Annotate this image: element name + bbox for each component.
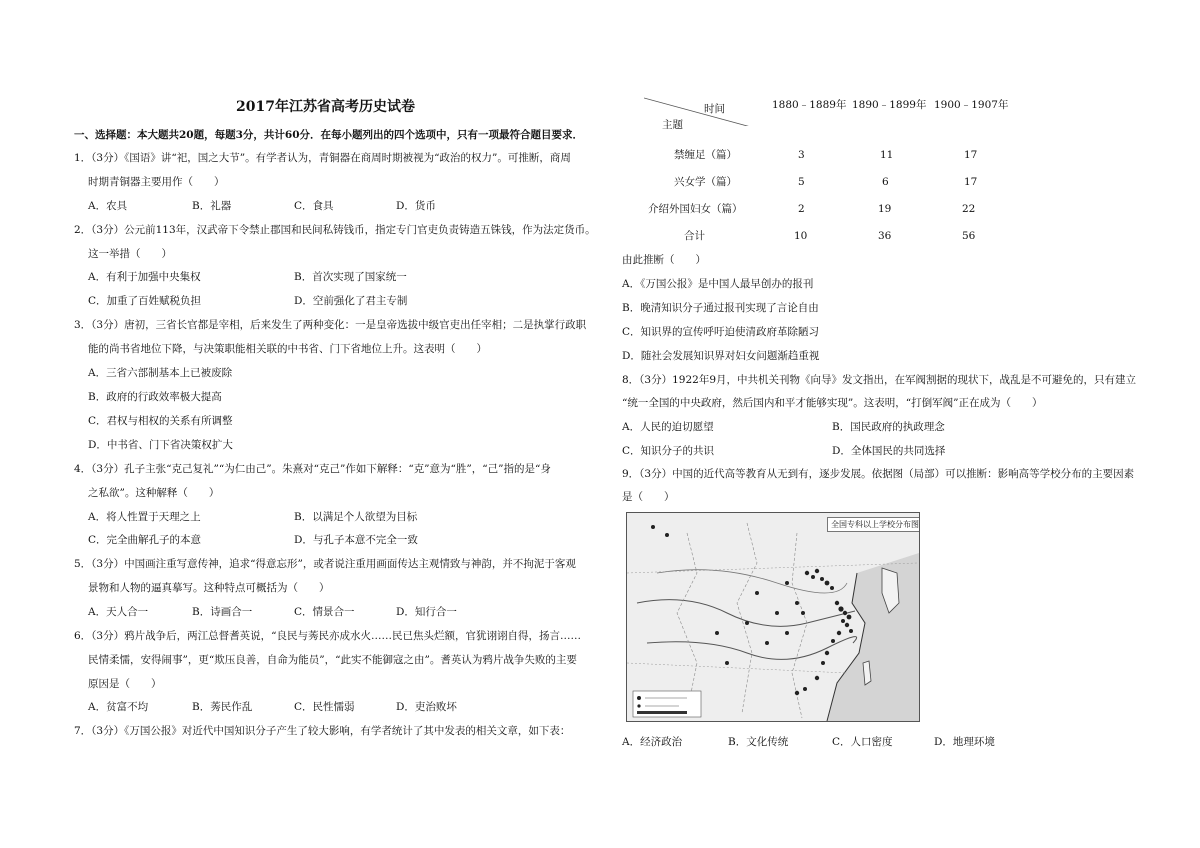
- map-title: 全国专科以上学校分布图: [827, 517, 920, 532]
- q7-option-c: C．知识界的宣传呼吁迫使清政府革除陋习: [622, 326, 820, 338]
- table-cell: 6: [882, 176, 889, 188]
- question-1-stem: 1．（3分）《国语》讲“祀，国之大节”。有学者认为，青铜器在商周时期被视为“政治的权力”。可推断，商周: [74, 152, 571, 164]
- table-cell: 22: [962, 203, 976, 215]
- q2-option-a: A．有利于加强中央集权: [88, 271, 201, 283]
- q2-option-c: C．加重了百姓赋税负担: [88, 295, 202, 307]
- q2-option-b: B．首次实现了国家统一: [294, 271, 407, 283]
- table-cell: 3: [798, 149, 805, 161]
- table-cell: 10: [794, 230, 808, 242]
- q1-option-c: C．食具: [294, 200, 334, 212]
- question-6-stem-cont2: 原因是（ ）: [88, 678, 162, 690]
- q6-option-c: C．民性懦弱: [294, 701, 355, 713]
- question-8-stem: 8．（3分）1922年9月，中共机关刊物《向导》发文指出，在军阀割据的现状下，战乱是不可避免的，只有建立: [622, 374, 1137, 386]
- q8-option-d: D．全体国民的共同选择: [832, 445, 946, 457]
- q3-option-b: B．政府的行政效率极大提高: [88, 391, 222, 403]
- q9-option-c: C．人口密度: [832, 736, 893, 748]
- q5-option-d: D．知行合一: [396, 606, 457, 618]
- question-7-stem: 7．（3分）《万国公报》对近代中国知识分子产生了较大影响，有学者统计了其中发表的相关文章，如下表：: [74, 725, 571, 737]
- q5-option-c: C．情景合一: [294, 606, 355, 618]
- table-row-label: 介绍外国妇女（篇）: [648, 203, 743, 215]
- question-5-stem: 5．（3分）中国画注重写意传神，追求“得意忘形”，或者说注重用画面传达主观情致与神韵，并不拘泥于客观: [74, 558, 576, 570]
- q3-option-d: D．中书省、门下省决策权扩大: [88, 439, 233, 451]
- question-7-stem-cont: 由此推断（ ）: [622, 254, 706, 266]
- q1-option-a: A．农具: [88, 200, 128, 212]
- question-4-stem: 4．（3分）孔子主张“克己复礼”“为仁由己”。朱熹对“克己”作如下解释：“克”意为“胜”，“己”指的是“身: [74, 463, 551, 475]
- table-header-time: 时间: [704, 103, 725, 115]
- q9-option-b: B．文化传统: [728, 736, 789, 748]
- section-heading: 一、选择题：本大题共20题，每题3分，共计60分．在每小题列出的四个选项中，只有一项最符合题目要求．: [74, 129, 584, 141]
- q4-option-c: C．完全曲解孔子的本意: [88, 534, 202, 546]
- table-cell: 5: [798, 176, 805, 188]
- q5-option-b: B．诗画合一: [192, 606, 253, 618]
- q7-option-d: D．随社会发展知识界对妇女问题渐趋重视: [622, 350, 820, 362]
- q7-option-b: B．晚清知识分子通过报刊实现了言论自由: [622, 302, 819, 314]
- q4-option-a: A．将人性置于天理之上: [88, 511, 201, 523]
- q3-option-c: C．君权与相权的关系有所调整: [88, 415, 233, 427]
- table-col-1880: 1880﹣1889年: [772, 99, 847, 111]
- table-cell: 36: [878, 230, 892, 242]
- q1-option-b: B．礼器: [192, 200, 232, 212]
- q4-option-b: B．以满足个人欲望为目标: [294, 511, 418, 523]
- question-4-stem-cont: 之私欲”。这种解释（ ）: [88, 487, 220, 499]
- table-cell: 17: [964, 149, 978, 161]
- school-distribution-map: [626, 512, 920, 722]
- question-1-stem-cont: 时期青铜器主要用作（ ）: [88, 176, 225, 188]
- q9-option-d: D．地理环境: [934, 736, 995, 748]
- question-2-stem-cont: 这一举措（ ）: [88, 248, 172, 260]
- q2-option-d: D．空前强化了君主专制: [294, 295, 408, 307]
- q1-option-d: D．货币: [396, 200, 436, 212]
- q7-statistics-table: [622, 92, 1022, 252]
- q8-option-a: A．人民的迫切愿望: [622, 421, 714, 433]
- table-cell: 17: [964, 176, 978, 188]
- q6-option-a: A．贫富不均: [88, 701, 149, 713]
- question-9-stem: 9．（3分）中国的近代高等教育从无到有，逐步发展。依据图（局部）可以推断：影响高等学校分布的主要因素: [622, 468, 1135, 480]
- question-2-stem: 2．（3分）公元前113年，汉武帝下令禁止郡国和民间私铸钱币，指定专门官吏负责铸造五铢钱，作为法定货币。: [74, 224, 596, 236]
- table-header-topic: 主题: [662, 119, 683, 131]
- table-row-label: 兴女学（篇）: [674, 176, 737, 188]
- question-9-stem-cont: 是（ ）: [622, 491, 675, 503]
- question-5-stem-cont: 景物和人物的逼真摹写。这种特点可概括为（ ）: [88, 582, 330, 594]
- q5-option-a: A．天人合一: [88, 606, 149, 618]
- table-col-1890: 1890﹣1899年: [852, 99, 927, 111]
- table-row-label: 禁缠足（篇）: [674, 149, 737, 161]
- china-map-graphic: [627, 513, 919, 721]
- table-row-label: 合计: [684, 230, 705, 242]
- page-title: 2017年江苏省高考历史试卷: [236, 99, 415, 115]
- question-6-stem-cont: 民情柔懦，安得闹事”，更“欺压良善，自命为能员”，“此实不能御寇之由”。耆英认为鸦片战争失败的主要: [88, 654, 577, 666]
- q3-option-a: A．三省六部制基本上已被废除: [88, 367, 233, 379]
- question-8-stem-cont: “统一全国的中央政府，然后国内和平才能够实现”。这表明，“打倒军阀”正在成为（ ）: [622, 397, 1043, 409]
- question-3-stem: 3．（3分）唐初，三省长官都是宰相，后来发生了两种变化：一是皇帝选拔中级官吏出任宰相；二是执掌行政职: [74, 319, 587, 331]
- table-cell: 11: [880, 149, 894, 161]
- q6-option-d: D．吏治败坏: [396, 701, 457, 713]
- table-col-1900: 1900﹣1907年: [934, 99, 1009, 111]
- table-cell: 56: [962, 230, 976, 242]
- table-cell: 19: [878, 203, 892, 215]
- q4-option-d: D．与孔子本意不完全一致: [294, 534, 418, 546]
- question-6-stem: 6．（3分）鸦片战争后，两江总督耆英说，“良民与莠民亦成水火……民已焦头烂额，官犹诩诩自得，扬言……: [74, 630, 581, 642]
- table-cell: 2: [798, 203, 805, 215]
- question-3-stem-cont: 能的尚书省地位下降，与决策职能相关联的中书省、门下省地位上升。这表明（ ）: [88, 343, 487, 355]
- q8-option-c: C．知识分子的共识: [622, 445, 715, 457]
- q7-option-a: A．《万国公报》是中国人最早创办的报刊: [622, 278, 814, 290]
- q6-option-b: B．莠民作乱: [192, 701, 253, 713]
- q8-option-b: B．国民政府的执政理念: [832, 421, 945, 433]
- q9-option-a: A．经济政治: [622, 736, 683, 748]
